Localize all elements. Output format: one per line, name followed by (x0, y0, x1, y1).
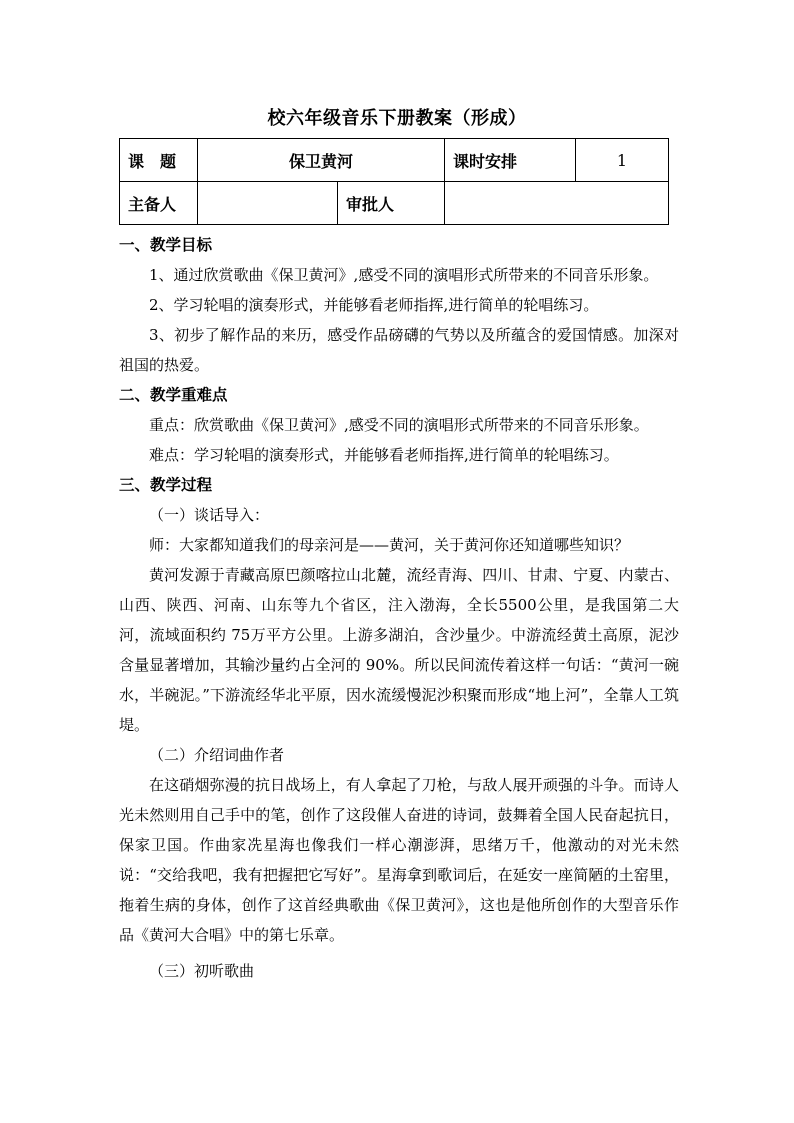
schedule-label: 课时安排 (445, 139, 576, 182)
paragraph: 2、学习轮唱的演奏形式，并能够看老师指挥,进行简单的轮唱练习。 (149, 296, 599, 314)
paragraph: 难点：学习轮唱的演奏形式，并能够看老师指挥,进行简单的轮唱练习。 (149, 446, 619, 464)
section-heading: 二、教学重难点 (119, 385, 228, 404)
table-row (120, 139, 669, 182)
approver-label: 审批人 (338, 182, 445, 225)
schedule-value: 1 (576, 139, 669, 182)
lesson-info-table (119, 138, 669, 225)
document-body (119, 230, 679, 986)
subsection-heading: （三）初听歌曲 (149, 962, 255, 980)
preparer-label: 主备人 (120, 182, 198, 225)
paragraph: 师：大家都知道我们的母亲河是——黄河，关于黄河你还知道哪些知识？ (149, 536, 630, 554)
subsection-heading: （二）介绍词曲作者 (149, 746, 285, 764)
section-heading: 三、教学过程 (119, 475, 213, 494)
section-heading: 一、教学目标 (119, 235, 213, 254)
subsection-heading: （一）谈话导入： (149, 506, 270, 524)
preparer-value (198, 182, 338, 225)
paragraph: 黄河发源于青藏高原巴颜喀拉山北麓，流经青海、四川、甘肃、宁夏、内蒙古、山西、陕西、河南、山东等九个省区，注入渤海，全长5500公里，是我国第二大河，流域面积约 75万平方公里。上游多湖泊，含沙量少。中游流经黄土高原，泥沙含量显著增加，其输沙量约占全河的 90%。所以民间流传着这样一句话：“黄河一碗水，半碗泥。”下游流经华北平原，因水流缓慢泥沙积聚而形成“地上河”，全靠人工筑堤。 (119, 566, 679, 734)
table-row (120, 182, 669, 225)
paragraph: 1、通过欣赏歌曲《保卫黄河》,感受不同的演唱形式所带来的不同音乐形象。 (149, 266, 659, 284)
paragraph: 3、初步了解作品的来历，感受作品磅礴的气势以及所蕴含的爱国情感。加深对祖国的热爱。 (119, 326, 679, 374)
topic-value: 保卫黄河 (198, 139, 445, 182)
paragraph: 在这硝烟弥漫的抗日战场上，有人拿起了刀枪，与敌人展开顽强的斗争。而诗人光未然则用自己手中的笔，创作了这段催人奋进的诗词，鼓舞着全国人民奋起抗日，保家卫国。作曲家冼星海也像我们一样心潮澎湃，思绪万千，他激动的对光未然说：“交给我吧，我有把握把它写好”。星海拿到歌词后，在延安一座简陋的土窑里，拖着生病的身体，创作了这首经典歌曲《保卫黄河》，这也是他所创作的大型音乐作品《黄河大合唱》中的第七乐章。 (119, 776, 679, 944)
approver-value (445, 182, 669, 225)
document-title: 校六年级音乐下册教案（形成） (267, 108, 527, 129)
paragraph: 重点：欣赏歌曲《保卫黄河》,感受不同的演唱形式所带来的不同音乐形象。 (149, 416, 649, 434)
topic-label: 课 题 (120, 139, 198, 182)
